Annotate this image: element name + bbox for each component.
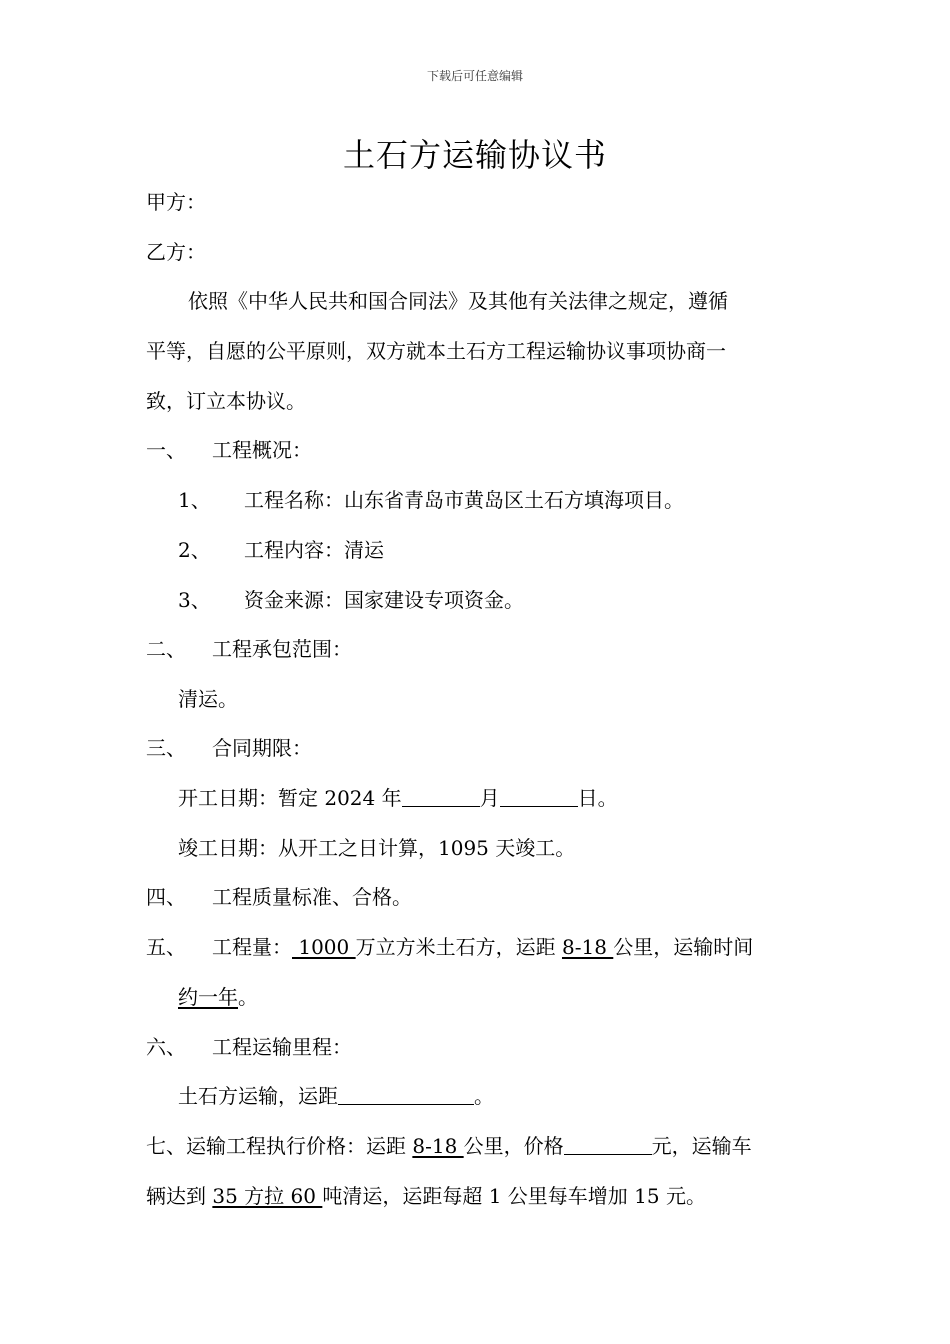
quantity-value: 1000 [292,935,356,959]
section-title: 工程承包范围： [212,637,352,661]
section-number: 五、 [146,935,186,959]
price-prefix: 七、运输工程执行价格：运距 [146,1134,413,1158]
party-a: 甲方： [146,190,206,214]
section-2-heading [146,635,352,663]
document-title: 土石方运输协议书 [342,136,607,174]
section-6-body [178,1082,494,1110]
section-3-heading [146,734,312,762]
party-b: 乙方： [146,240,206,264]
start-date-line [178,784,618,812]
section-number: 一、 [146,438,186,462]
section-number: 二、 [146,637,186,661]
section-4-heading [146,883,412,911]
end-date-line: 竣工日期：从开工之日计算，1095 天竣工。 [178,836,576,860]
section-number: 四、 [146,885,186,909]
section-7-line-1 [146,1132,752,1160]
intro-line-2: 平等，自愿的公平原则，双方就本土石方工程运输协议事项协商一 [146,339,726,363]
quantity-tail: 公里，运输时间 [613,935,754,959]
section-2-body: 清运。 [178,687,238,711]
vehicle-tail: 吨清运，运距每超 1 公里每车增加 15 元。 [322,1184,706,1208]
distance-value: 8-18 [561,935,614,959]
section-number: 三、 [146,736,186,760]
quantity-label: 工程量： [212,935,292,959]
start-date-prefix: 开工日期：暂定 2024 年 [178,786,402,810]
price-blank[interactable] [564,1134,652,1155]
vehicle-spec: 35 方拉 60 [212,1184,323,1208]
section-title: 工程运输里程： [212,1035,352,1059]
duration-value: 约一年 [178,985,238,1009]
section-1-item [178,586,524,614]
item-number: 1、 [178,488,211,512]
section-1-heading [146,436,312,464]
header-note: 下载后可任意编辑 [426,69,523,83]
day-blank[interactable] [500,786,578,807]
intro-line-3: 致，订立本协议。 [146,389,306,413]
section-7-line-2 [146,1182,706,1210]
item-text: 工程名称：山东省青岛市黄岛区土石方填海项目。 [244,488,684,512]
month-blank[interactable] [402,786,480,807]
distance-blank[interactable] [338,1084,474,1105]
section-title: 合同期限： [212,736,312,760]
vehicle-prefix: 辆达到 [146,1184,213,1208]
duration-end: 。 [238,985,258,1009]
quantity-mid: 万立方米土石方，运距 [355,935,562,959]
item-text: 资金来源：国家建设专项资金。 [244,588,524,612]
item-text: 工程内容：清运 [244,538,384,562]
item-number: 3、 [178,588,211,612]
price-tail: 元，运输车 [651,1134,752,1158]
section-5-line-1 [146,933,753,961]
price-distance: 8-18 [412,1134,464,1158]
section-title: 工程质量标准、合格。 [212,885,412,909]
section-6-heading [146,1033,352,1061]
day-label: 日。 [577,786,618,810]
section-1-item [178,536,384,564]
price-mid: 公里，价格 [463,1134,564,1158]
item-number: 2、 [178,538,211,562]
distance-prefix: 土石方运输，运距 [178,1084,338,1108]
section-5-line-2 [178,983,258,1011]
section-number: 六、 [146,1035,186,1059]
section-title: 工程概况： [212,438,312,462]
section-1-item [178,486,684,514]
distance-suffix: 。 [474,1084,494,1108]
month-label: 月 [479,786,500,810]
intro-line-1: 依照《中华人民共和国合同法》及其他有关法律之规定，遵循 [188,289,728,313]
